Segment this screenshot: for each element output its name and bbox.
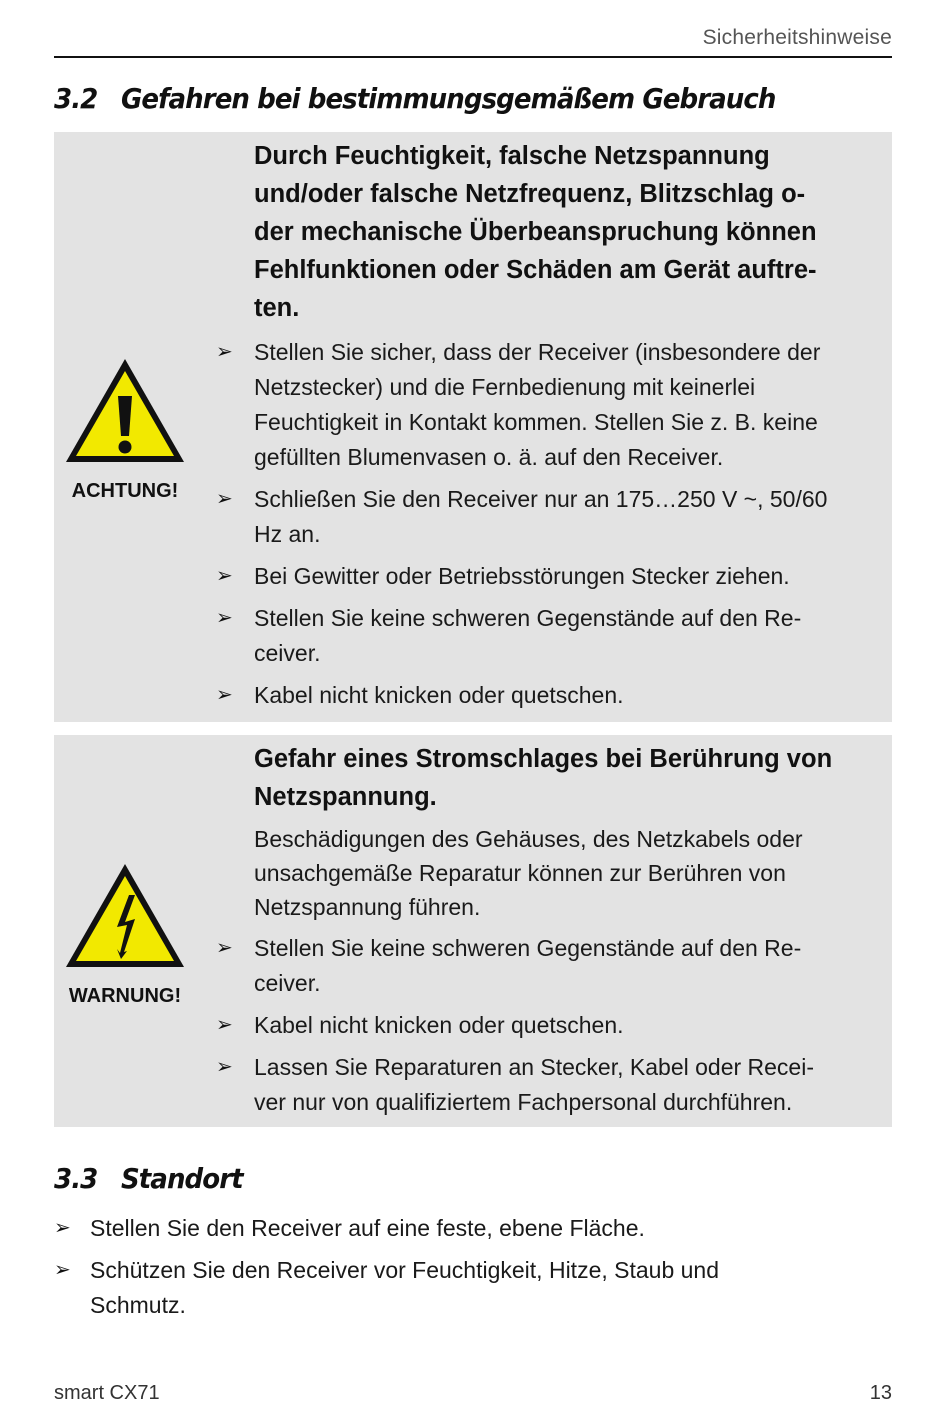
exclamation-warning-icon [63, 356, 187, 466]
warning-box [54, 735, 892, 1127]
arrow-bullet-icon: ➢ [54, 1259, 71, 1281]
caution-box [54, 132, 892, 722]
section-number: 3.3 [54, 1162, 98, 1195]
arrow-bullet-icon: ➢ [216, 1056, 233, 1078]
text-line: der mechanische Überbeanspruchung können [254, 218, 817, 246]
bullet-text-line: Kabel nicht knicken oder quetschen. [254, 682, 624, 708]
arrow-bullet-icon: ➢ [54, 1217, 71, 1239]
bullet-text-line: Feuchtigkeit in Kontakt kommen. Stellen Sie z. B. keine [254, 409, 818, 435]
bullet-text-line: Kabel nicht knicken oder quetschen. [254, 1012, 624, 1038]
caution-icon-group [62, 356, 188, 503]
section-title: Gefahren bei bestimmungsgemäßem Gebrauch [120, 82, 776, 115]
arrow-bullet-icon: ➢ [216, 1014, 233, 1036]
bullet-text-line: Stellen Sie den Receiver auf eine feste, ebene Fläche. [90, 1215, 645, 1241]
warning-icon-group [62, 861, 188, 1008]
caution-label: ACHTUNG! [71, 480, 179, 502]
bullet-text-line: ceiver. [254, 970, 321, 996]
warning-label: WARNUNG! [68, 985, 182, 1007]
bullet-text-line: ver nur von qualifiziertem Fachpersonal durchführen. [254, 1089, 793, 1115]
page-number: 13 [869, 1382, 892, 1404]
bullet-item [216, 335, 880, 475]
bullet-item [54, 1253, 860, 1323]
arrow-bullet-icon: ➢ [216, 684, 233, 706]
bullet-text-line: Stellen Sie keine schweren Gegenstände auf den Re- [254, 935, 802, 961]
warning-content [216, 740, 880, 1120]
bullet-text-line: Stellen Sie keine schweren Gegenstände auf den Re- [254, 605, 802, 631]
warning-bullet-list [216, 931, 880, 1120]
text-line: Durch Feuchtigkeit, falsche Netzspannung [254, 142, 770, 170]
bullet-text-line: Stellen Sie sicher, dass der Receiver (insbesondere der [254, 339, 821, 365]
bullet-text-line: Schmutz. [90, 1292, 186, 1318]
caution-title [254, 137, 880, 327]
header-rule [54, 56, 892, 58]
bullet-text-line: Lassen Sie Reparaturen an Stecker, Kabel oder Recei- [254, 1054, 814, 1080]
section-heading-3-3 [54, 1162, 243, 1195]
bullet-text-line: Hz an. [254, 521, 321, 547]
caution-content [216, 137, 880, 713]
text-line: Netzspannung führen. [254, 894, 481, 920]
text-line: Netzspannung. [254, 783, 437, 811]
bullet-text-line: Schließen Sie den Receiver nur an 175…250 V ~, 50/60 [254, 486, 828, 512]
section-title: Standort [120, 1162, 243, 1195]
text-line: unsachgemäße Reparatur können zur Berühren von [254, 860, 786, 886]
footer-product-name: smart CX71 [54, 1382, 160, 1404]
bullet-text-line: Bei Gewitter oder Betriebsstörungen Stecker ziehen. [254, 563, 790, 589]
bullet-text-line: gefüllten Blumenvasen o. ä. auf den Receiver. [254, 444, 724, 470]
text-line: Beschädigungen des Gehäuses, des Netzkabels oder [254, 826, 803, 852]
warning-paragraph [254, 822, 880, 924]
bullet-item [216, 931, 880, 1001]
bullet-text-line: Schützen Sie den Receiver vor Feuchtigkeit, Hitze, Staub und [90, 1257, 720, 1283]
arrow-bullet-icon: ➢ [216, 488, 233, 510]
text-line: Gefahr eines Stromschlages bei Berührung von [254, 745, 833, 773]
section-number: 3.2 [54, 82, 98, 115]
section-heading-3-2 [54, 82, 775, 115]
text-line: Fehlfunktionen oder Schäden am Gerät auftre- [254, 256, 817, 284]
arrow-bullet-icon: ➢ [216, 565, 233, 587]
arrow-bullet-icon: ➢ [216, 341, 233, 363]
bullet-text-line: Netzstecker) und die Fernbedienung mit keinerlei [254, 374, 756, 400]
bullet-item [216, 482, 880, 552]
bullet-item [216, 1050, 880, 1120]
text-line: und/oder falsche Netzfrequenz, Blitzschlag o- [254, 180, 806, 208]
warning-title [254, 740, 880, 816]
caution-bullet-list [216, 335, 880, 713]
high-voltage-warning-icon [63, 861, 187, 971]
bullet-text-line: ceiver. [254, 640, 321, 666]
bullet-item [216, 601, 880, 671]
arrow-bullet-icon: ➢ [216, 937, 233, 959]
running-header: Sicherheitshinweise [702, 26, 892, 49]
bullet-item [216, 1008, 880, 1043]
arrow-bullet-icon: ➢ [216, 607, 233, 629]
text-line: ten. [254, 294, 300, 322]
location-bullet-list [54, 1204, 860, 1323]
bullet-item [216, 678, 880, 713]
bullet-item [54, 1211, 860, 1246]
bullet-item [216, 559, 880, 594]
